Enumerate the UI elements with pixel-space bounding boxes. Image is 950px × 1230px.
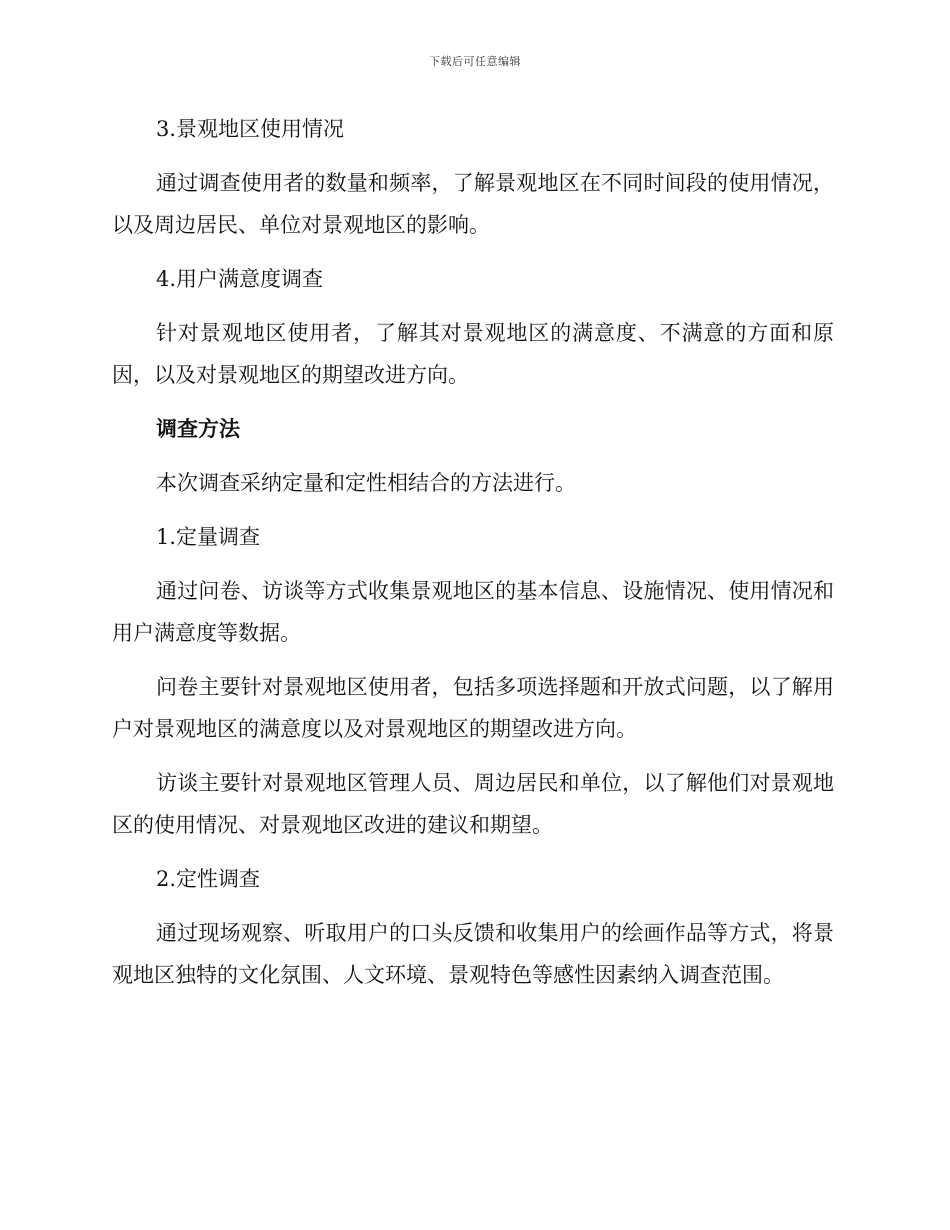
subheading-quantitative: 1.定量调查	[156, 525, 261, 549]
paragraph-quantitative: 通过问卷、访谈等方式收集景观地区的基本信息、设施情况、使用情况和用户满意度等数据。	[112, 579, 834, 645]
section-heading-methods: 调查方法	[156, 416, 240, 441]
page-header: 下载后可任意编辑	[429, 55, 521, 68]
paragraph-usage: 通过调查使用者的数量和频率，了解景观地区在不同时间段的使用情况，以及周边居民、单位对景观地区的影响。	[112, 171, 834, 237]
paragraph-satisfaction: 针对景观地区使用者，了解其对景观地区的满意度、不满意的方面和原因，以及对景观地区的期望改进方向。	[112, 321, 834, 387]
paragraph-interview: 访谈主要针对景观地区管理人员、周边居民和单位，以了解他们对景观地区的使用情况、对景观地区改进的建议和期望。	[112, 771, 834, 837]
document-body	[112, 108, 834, 996]
paragraph-methods-intro: 本次调查采纳定量和定性相结合的方法进行。	[156, 471, 576, 495]
paragraph-questionnaire: 问卷主要针对景观地区使用者，包括多项选择题和开放式问题，以了解用户对景观地区的满意度以及对景观地区的期望改进方向。	[112, 675, 834, 741]
subheading-qualitative: 2.定性调查	[156, 867, 261, 891]
paragraph-qualitative: 通过现场观察、听取用户的口头反馈和收集用户的绘画作品等方式，将景观地区独特的文化氛围、人文环境、景观特色等感性因素纳入调查范围。	[112, 921, 834, 987]
subheading-usage: 3.景观地区使用情况	[156, 117, 345, 141]
subheading-satisfaction: 4.用户满意度调查	[156, 267, 324, 291]
